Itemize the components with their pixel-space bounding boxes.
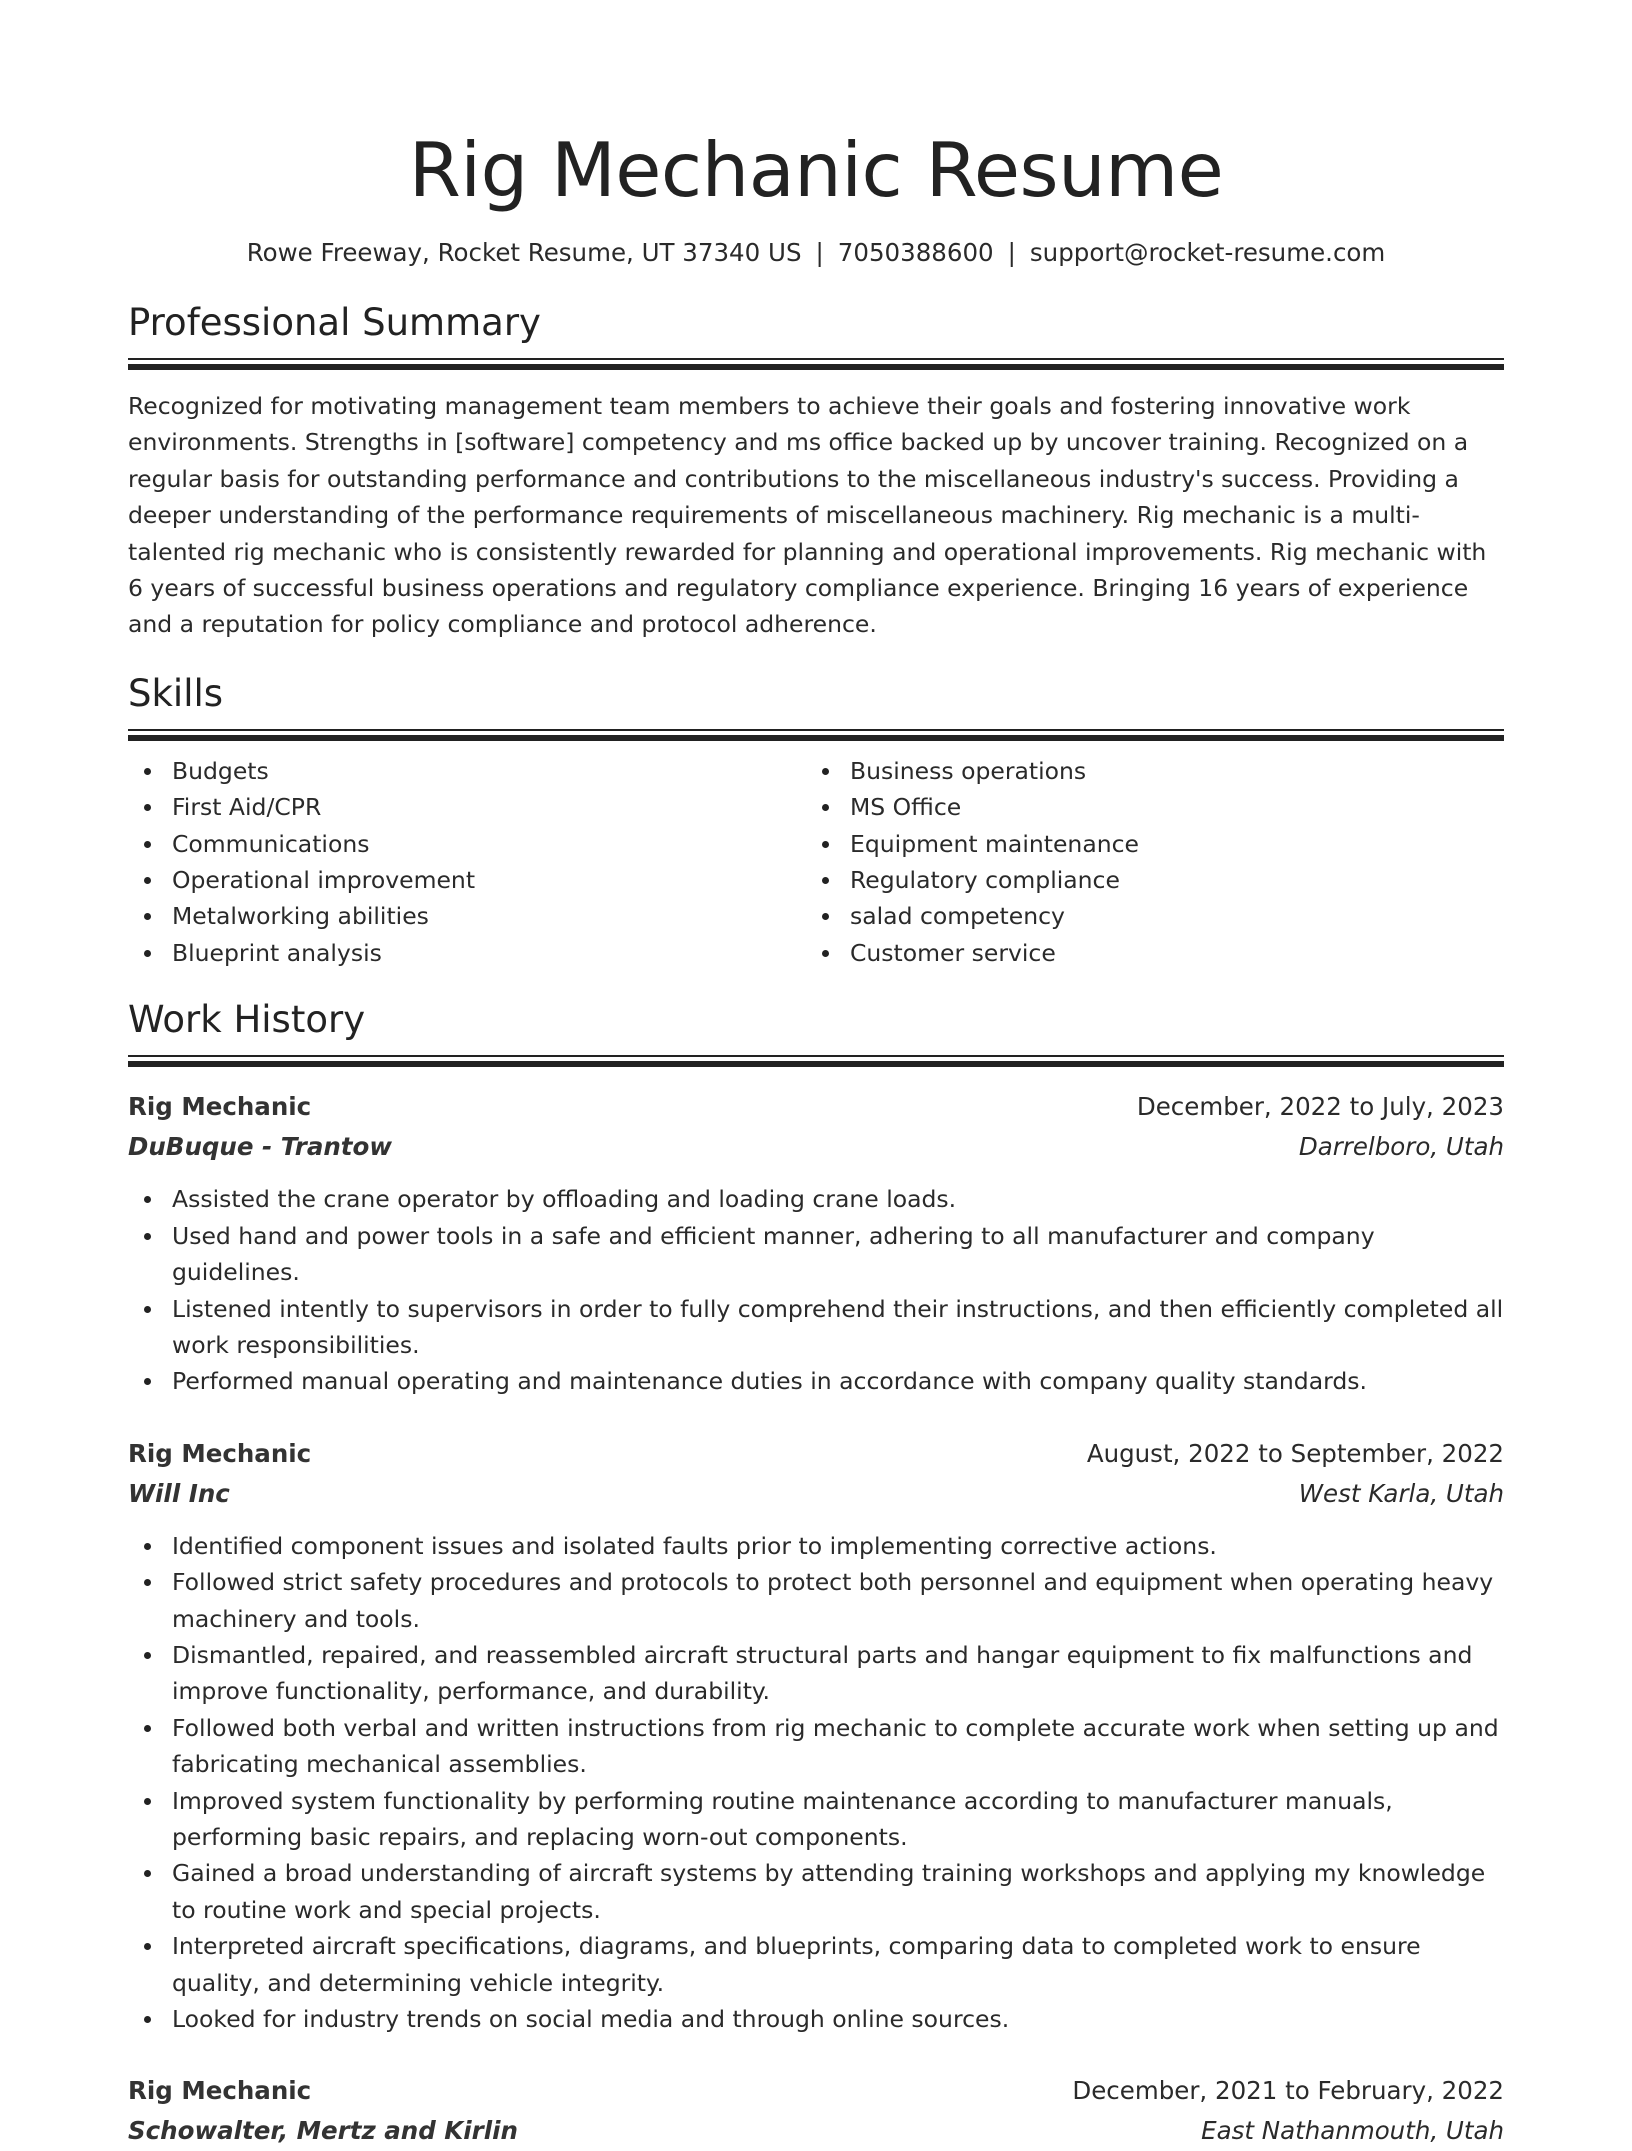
skills-column-right: [806, 753, 1484, 971]
skill-item: Customer service: [806, 935, 1484, 971]
job-duties: [128, 1181, 1504, 1399]
job-duty: Identified component issues and isolated faults prior to implementing corrective actions.: [128, 1528, 1504, 1564]
job-duty: Improved system functionality by performing routine maintenance according to manufacturer manuals, performing basic repairs, and replacing worn-out components.: [128, 1783, 1504, 1856]
resume-page: [128, 0, 1504, 2151]
job-dates: August, 2022 to September, 2022: [1086, 1438, 1504, 1468]
job-duty: Listened intently to supervisors in order to fully comprehend their instructions, and then efficiently completed all work responsibilities.: [128, 1291, 1504, 1364]
job-duty: Looked for industry trends on social media and through online sources.: [128, 2001, 1504, 2037]
job-dates: December, 2021 to February, 2022: [1072, 2076, 1504, 2106]
job-subheader: [128, 1474, 1504, 1514]
skill-item: Equipment maintenance: [806, 826, 1484, 862]
summary-heading: Professional Summary: [128, 301, 541, 344]
job-entry: [128, 1087, 1504, 1399]
job-subheader: [128, 1127, 1504, 1167]
job-header: [128, 1434, 1504, 1474]
resume-title: Rig Mechanic Resume: [408, 126, 1224, 214]
job-duty: Interpreted aircraft specifications, diagrams, and blueprints, comparing data to completed work to ensure quality, and determining vehicle integrity.: [128, 1928, 1504, 2001]
skill-item: Budgets: [128, 753, 806, 789]
job-location: West Karla, Utah: [1298, 1478, 1504, 1508]
contact-separator: |: [1007, 238, 1016, 267]
job-duty: Performed manual operating and maintenance duties in accordance with company quality standards.: [128, 1363, 1504, 1399]
skill-item: salad competency: [806, 898, 1484, 934]
summary-text: Recognized for motivating management team members to achieve their goals and fostering innovative work environments. Strengths in [software] competency and ms office backed up by uncover training. Recognized on a regular basis for outstanding performance and contributions to the miscellaneous industry's success. Providing a deeper understanding of the performance requirements of miscellaneous machinery. Rig mechanic is a multi-talented rig mechanic who is consistently rewarded for planning and operational improvements. Rig mechanic with 6 years of successful business operations and regulatory compliance experience. Bringing 16 years of experience and a reputation for policy compliance and protocol adherence.: [128, 392, 1487, 639]
job-company: Schowalter, Mertz and Kirlin: [128, 2116, 518, 2146]
job-location: Darrelboro, Utah: [1298, 1132, 1504, 1162]
job-dates: December, 2022 to July, 2023: [1136, 1092, 1504, 1122]
job-subheader: [128, 2111, 1504, 2151]
job-header: [128, 2071, 1504, 2111]
job-duty: Followed both verbal and written instructions from rig mechanic to complete accurate work when setting up and fabricating mechanical assemblies.: [128, 1710, 1504, 1783]
skill-item: First Aid/CPR: [128, 789, 806, 825]
job-duty: Followed strict safety procedures and protocols to protect both personnel and equipment when operating heavy machinery and tools.: [128, 1564, 1504, 1637]
job-duty: Gained a broad understanding of aircraft systems by attending training workshops and applying my knowledge to routine work and special projects.: [128, 1855, 1504, 1928]
contact-address: Rowe Freeway, Rocket Resume, UT 37340 US: [246, 238, 802, 267]
job-location: East Nathanmouth, Utah: [1201, 2116, 1504, 2146]
job-company: Will Inc: [128, 1478, 230, 1508]
job-duty: Assisted the crane operator by offloading and loading crane loads.: [128, 1181, 1504, 1217]
skills-list: [128, 753, 1504, 971]
skill-item: Business operations: [806, 753, 1484, 789]
job-company: DuBuque - Trantow: [128, 1132, 392, 1162]
contact-email: support@rocket-resume.com: [1029, 238, 1386, 267]
skill-item: Metalworking abilities: [128, 898, 806, 934]
job-duty: Dismantled, repaired, and reassembled aircraft structural parts and hangar equipment to fix malfunctions and improve functionality, performance, and durability.: [128, 1637, 1504, 1710]
section-divider: [128, 729, 1504, 741]
contact-line: [128, 236, 1504, 270]
skill-item: Blueprint analysis: [128, 935, 806, 971]
job-entry: [128, 2071, 1504, 2151]
job-position: Rig Mechanic: [128, 1438, 312, 1468]
section-divider: [128, 358, 1504, 370]
skill-item: Communications: [128, 826, 806, 862]
work-history-heading: Work History: [128, 998, 366, 1042]
skill-item: Operational improvement: [128, 862, 806, 898]
job-position: Rig Mechanic: [128, 1092, 312, 1122]
contact-phone: 7050388600: [837, 238, 994, 267]
job-entry: [128, 1434, 1504, 2038]
skills-column-left: [128, 753, 806, 971]
contact-separator: |: [815, 238, 824, 267]
job-duties: [128, 1528, 1504, 2038]
skills-heading: Skills: [128, 671, 224, 715]
job-duty: Used hand and power tools in a safe and efficient manner, adhering to all manufacturer and company guidelines.: [128, 1218, 1504, 1291]
job-header: [128, 1087, 1504, 1127]
skill-item: Regulatory compliance: [806, 862, 1484, 898]
section-divider: [128, 1055, 1504, 1067]
job-position: Rig Mechanic: [128, 2076, 312, 2106]
skill-item: MS Office: [806, 789, 1484, 825]
